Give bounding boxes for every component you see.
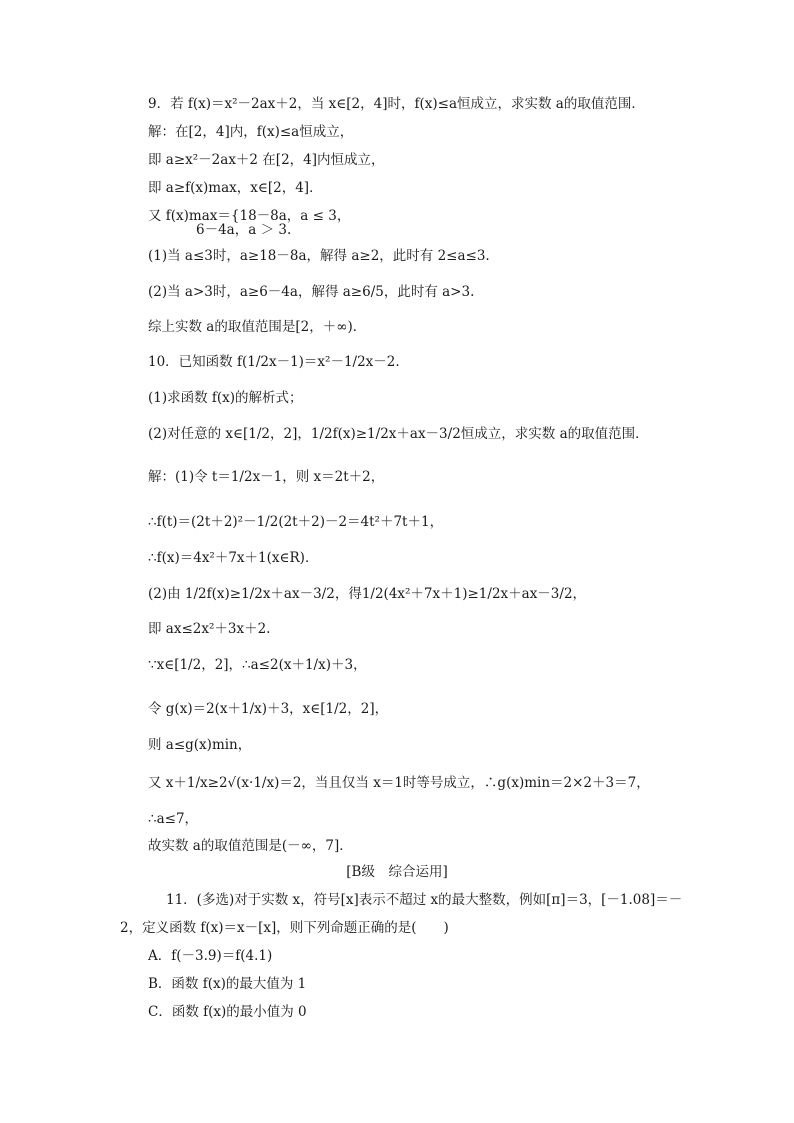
problem-11-statement-1: 11．(多选)对于实数 x，符号[x]表示不超过 x的最大整数，例如[π]＝3，[－1.08]＝－	[166, 892, 683, 908]
solution-9-line-1: 解：在[2，4]内，f(x)≤a恒成立，	[148, 124, 354, 140]
problem-10-part-1: (1)求函数 f(x)的解析式；	[148, 390, 303, 406]
solution-10-line-1: 解：(1)令 t＝1/2x－1，则 x＝2t＋2，	[148, 469, 385, 485]
option-a: A．f(－3.9)＝f(4.1)	[148, 948, 273, 964]
solution-10-line-6: ∵x∈[1/2，2]，∴a≤2(x＋1/x)＋3，	[148, 657, 367, 673]
problem-10-statement: 10．已知函数 f(1/2x－1)＝x²－1/2x－2.	[148, 354, 400, 370]
solution-10-line-5: 即 ax≤2x²＋3x＋2.	[148, 621, 271, 637]
problem-11-statement-2: 2，定义函数 f(x)＝x－[x]，则下列命题正确的是( )	[120, 920, 449, 936]
option-b: B．函数 f(x)的最大值为 1	[148, 976, 307, 992]
solution-9-line-3: 即 a≥f(x)max，x∈[2，4]．	[148, 180, 323, 196]
section-heading: [B级 综合运用]	[346, 864, 448, 880]
solution-10-line-3: ∴f(x)＝4x²＋7x＋1(x∈R)．	[148, 550, 319, 566]
option-c: C．函数 f(x)的最小值为 0	[148, 1004, 307, 1020]
solution-10-line-10: ∴a≤7，	[148, 811, 199, 827]
problem-9-statement: 9．若 f(x)＝x²－2ax＋2，当 x∈[2，4]时，f(x)≤a恒成立，求实数 a的取值范围．	[148, 96, 645, 112]
solution-9-piecewise-2: 6－4a，a ＞ 3.	[196, 222, 292, 238]
solution-9-piecewise-1: 又 f(x)max＝{18－8a，a ≤ 3，	[148, 208, 351, 224]
solution-9-case-2: (2)当 a>3时，a≥6－4a，解得 a≥6/5，此时有 a>3.	[148, 284, 475, 300]
solution-9-conclusion: 综上实数 a的取值范围是[2，＋∞)．	[148, 319, 367, 335]
solution-10-line-2: ∴f(t)＝(2t＋2)²－1/2(2t＋2)－2＝4t²＋7t＋1，	[148, 514, 444, 530]
solution-10-line-7: 令 g(x)＝2(x＋1/x)＋3，x∈[1/2，2]，	[148, 701, 389, 717]
solution-10-line-9: 又 x＋1/x≥2√(x·1/x)＝2，当且仅当 x＝1时等号成立，∴g(x)min＝2×2＋3＝7，	[148, 775, 650, 791]
solution-10-line-4: (2)由 1/2f(x)≥1/2x＋ax－3/2，得1/2(4x²＋7x＋1)≥1/2x＋ax－3/2，	[148, 586, 587, 602]
solution-10-conclusion: 故实数 a的取值范围是(－∞，7]．	[148, 838, 353, 854]
solution-9-case-1: (1)当 a≤3时，a≥18－8a，解得 a≥2，此时有 2≤a≤3.	[148, 248, 490, 264]
solution-9-line-2: 即 a≥x²－2ax＋2 在[2，4]内恒成立，	[148, 152, 385, 168]
solution-10-line-8: 则 a≤g(x)min，	[148, 737, 252, 753]
problem-10-part-2: (2)对任意的 x∈[1/2，2]，1/2f(x)≥1/2x＋ax－3/2恒成立，求实数 a的取值范围．	[148, 426, 649, 442]
